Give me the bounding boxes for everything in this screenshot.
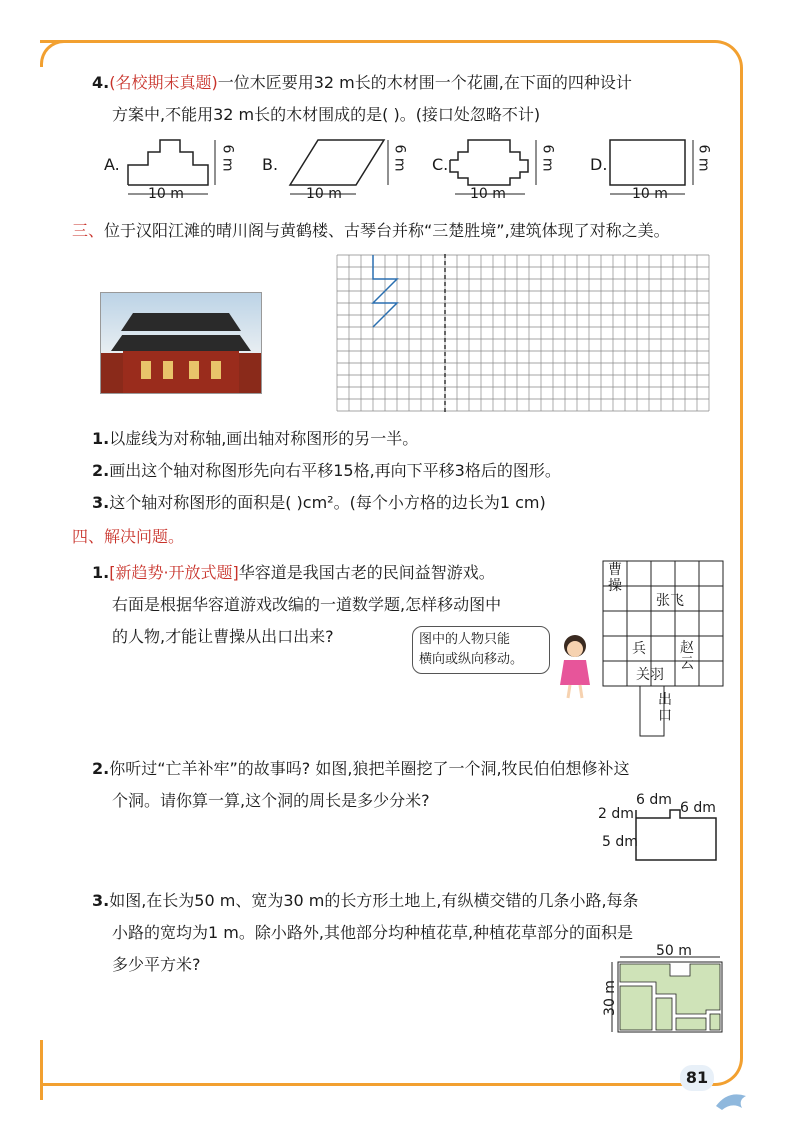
piece-caocao: 曹操 <box>608 562 622 594</box>
p1-number: 1. <box>92 563 110 582</box>
option-a-width: 10 m <box>148 186 184 202</box>
section-3-text: 位于汉阳江滩的晴川阁与黄鹤楼、古琴台并称“三楚胜境”,建筑体现了对称之美。 <box>104 221 670 240</box>
option-c-letter: C. <box>432 155 449 174</box>
option-d-shape <box>610 140 685 185</box>
girl-illustration <box>550 630 600 700</box>
option-c-height: 6 m <box>539 144 556 172</box>
q4-text-1: 一位木匠要用32 m长的木材围一个花圃,在下面的四种设计 <box>217 73 632 92</box>
p2-line1 <box>92 758 630 780</box>
option-a-letter: A. <box>104 155 120 174</box>
p2-text-1: 你听过“亡羊补牢”的故事吗? 如图,狼把羊圈挖了一个洞,牧民伯伯想修补这 <box>109 759 630 778</box>
section-3-number: 三、 <box>72 221 105 240</box>
section-3-heading <box>72 218 670 241</box>
exit-label: 出口 <box>658 692 672 724</box>
p2-text-2: 个洞。请你算一算,这个洞的周长是多少分米? <box>112 791 430 810</box>
sec3-q3 <box>92 492 546 514</box>
q4-number: 4. <box>92 73 110 92</box>
page-frame-left <box>40 1040 43 1100</box>
sec3-q1-text: 以虚线为对称轴,画出轴对称图形的另一半。 <box>109 429 419 448</box>
sec3-q1 <box>92 428 418 450</box>
hint-line-1: 图中的人物只能 <box>419 632 511 647</box>
piece-zhaoyun: 赵云 <box>680 640 694 672</box>
option-d-letter: D. <box>590 155 608 174</box>
sec3-q2-text: 画出这个轴对称图形先向右平移15格,再向下平移3格后的图形。 <box>109 461 561 480</box>
p3-text-3: 多少平方米? <box>112 955 201 974</box>
field-width: 30 m <box>601 980 618 1016</box>
hole-label-left-top: 2 dm <box>598 806 634 822</box>
option-b-height: 6 m <box>391 144 408 172</box>
piece-guanyu: 关羽 <box>636 667 664 683</box>
option-d-height: 6 m <box>695 144 712 172</box>
piece-zhangfei: 张飞 <box>656 593 684 609</box>
sec3-q3-text: 这个轴对称图形的面积是( )cm²。(每个小方格的边长为1 cm) <box>109 493 546 512</box>
hole-label-top-left: 6 dm <box>636 792 672 808</box>
p3-line1 <box>92 890 639 912</box>
p3-text-1: 如图,在长为50 m、宽为30 m的长方形土地上,有纵横交错的几条小路,每条 <box>109 891 639 910</box>
p3-text-2: 小路的宽均为1 m。除小路外,其他部分均种植花草,种植花草部分的面积是 <box>112 923 634 942</box>
sec3-q2-number: 2. <box>92 461 110 480</box>
p3-number: 3. <box>92 891 110 910</box>
sec3-q2 <box>92 460 561 482</box>
option-c-shape <box>450 140 528 185</box>
field-figure <box>610 954 730 1038</box>
option-b-shape <box>290 140 384 185</box>
p1-text-2: 右面是根据华容道游戏改编的一道数学题,怎样移动图中 <box>112 595 502 614</box>
p2-number: 2. <box>92 759 110 778</box>
page-number: 81 <box>680 1065 714 1091</box>
hint-line-2: 横向或纵向移动。 <box>419 652 524 667</box>
sec3-q1-number: 1. <box>92 429 110 448</box>
section-4-heading <box>72 524 184 547</box>
q4-line1 <box>92 72 632 94</box>
option-a-height: 6 m <box>219 144 236 172</box>
pavilion-photo <box>100 292 262 394</box>
option-a-shape <box>128 140 208 185</box>
q4-tag: (名校期末真题) <box>109 73 218 92</box>
section-4-text: 解决问题。 <box>104 527 185 546</box>
piece-bing: 兵 <box>632 641 646 657</box>
option-b-width: 10 m <box>306 186 342 202</box>
field-length: 50 m <box>656 943 692 959</box>
option-c-width: 10 m <box>470 186 506 202</box>
option-d-width: 10 m <box>632 186 668 202</box>
section-4-number: 四、 <box>72 527 105 546</box>
p1-line1 <box>92 562 495 584</box>
hint-bubble <box>412 626 550 674</box>
hole-label-top-right: 6 dm <box>680 800 716 816</box>
p1-text-3: 的人物,才能让曹操从出口出来? <box>112 627 334 646</box>
p1-tag: [新趋势·开放式题] <box>109 563 239 582</box>
p1-text-1: 华容道是我国古老的民间益智游戏。 <box>238 563 495 582</box>
sec3-q3-number: 3. <box>92 493 110 512</box>
option-b-letter: B. <box>262 155 279 174</box>
hole-label-left: 5 dm <box>602 834 638 850</box>
square-grid <box>336 254 716 414</box>
q4-text-2: 方案中,不能用32 m长的木材围成的是( )。(接口处忽略不计) <box>112 105 541 124</box>
dolphin-icon <box>714 1086 754 1116</box>
